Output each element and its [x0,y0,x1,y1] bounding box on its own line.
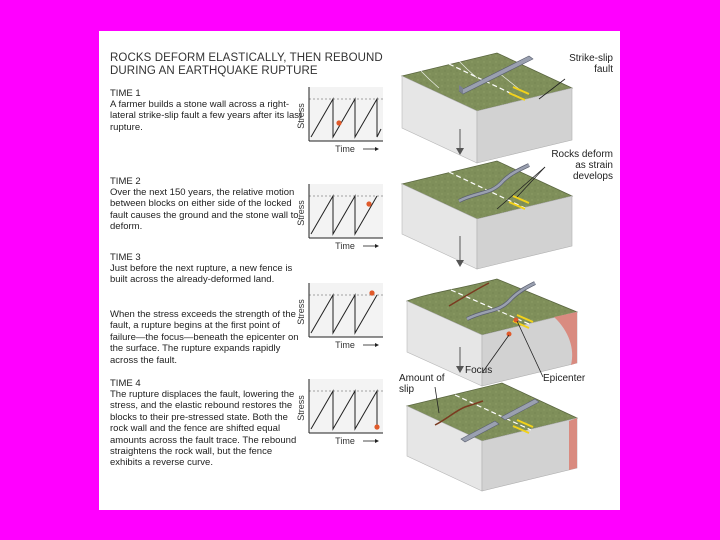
time-axis-label: Time [335,436,355,446]
time-4-text: The rupture displaces the fault, lowering the stress, and the elastic rebound restores the blocks to their pre-stressed state. Both the rock wall and the fence are shifted equal amounts across the fault trace. The rebound straightens the rock wall, but the fence exhibits a reverse curve. [110,389,297,469]
block-diagram-time-4 [407,383,577,491]
time-3-text-rupture: When the stress exceeds the strength of the fault, a rupture begins at the first point of failure—the focus—beneath the epicenter on the surface. The rupture expands rapidly across the fault. [110,309,299,366]
stress-axis-label: Stress [296,395,306,421]
time-axis-label: Time [335,144,355,154]
time-1-label: TIME 1 [110,88,141,99]
callout-rocks-deform: Rocks deform as strain develops [551,149,613,182]
time-2-text: Over the next 150 years, the relative motion between blocks on either side of the locked fault causes the ground and the stone wall to deform. [110,187,299,233]
time-1-text: A farmer builds a stone wall across a right-lateral strike-slip fault a few years after its last rupture. [110,99,302,133]
callout-strike-slip-fault: Strike-slip fault [569,53,613,75]
stress-axis-label: Stress [296,299,306,325]
block-diagrams [99,31,620,510]
callout-epicenter: Epicenter [543,373,586,384]
figure-title: ROCKS DEFORM ELASTICALLY, THEN REBOUND DURING AN EARTHQUAKE RUPTURE [110,52,383,77]
time-axis-label: Time [335,241,355,251]
time-2-label: TIME 2 [110,176,141,187]
callout-amount-of-slip: Amount of slip [399,373,445,395]
time-3-text: Just before the next rupture, a new fence is built across the already-deformed land. [110,263,293,286]
time-3-label: TIME 3 [110,252,141,263]
stress-axis-label: Stress [296,103,306,129]
block-diagram-time-1 [402,53,572,163]
stress-axis-label: Stress [296,200,306,226]
figure-panel [99,31,620,510]
callout-focus: Focus [465,365,493,376]
rupture-surface [569,418,577,470]
time-axis-label: Time [335,340,355,350]
focus-marker [507,332,512,337]
time-4-label: TIME 4 [110,378,141,389]
